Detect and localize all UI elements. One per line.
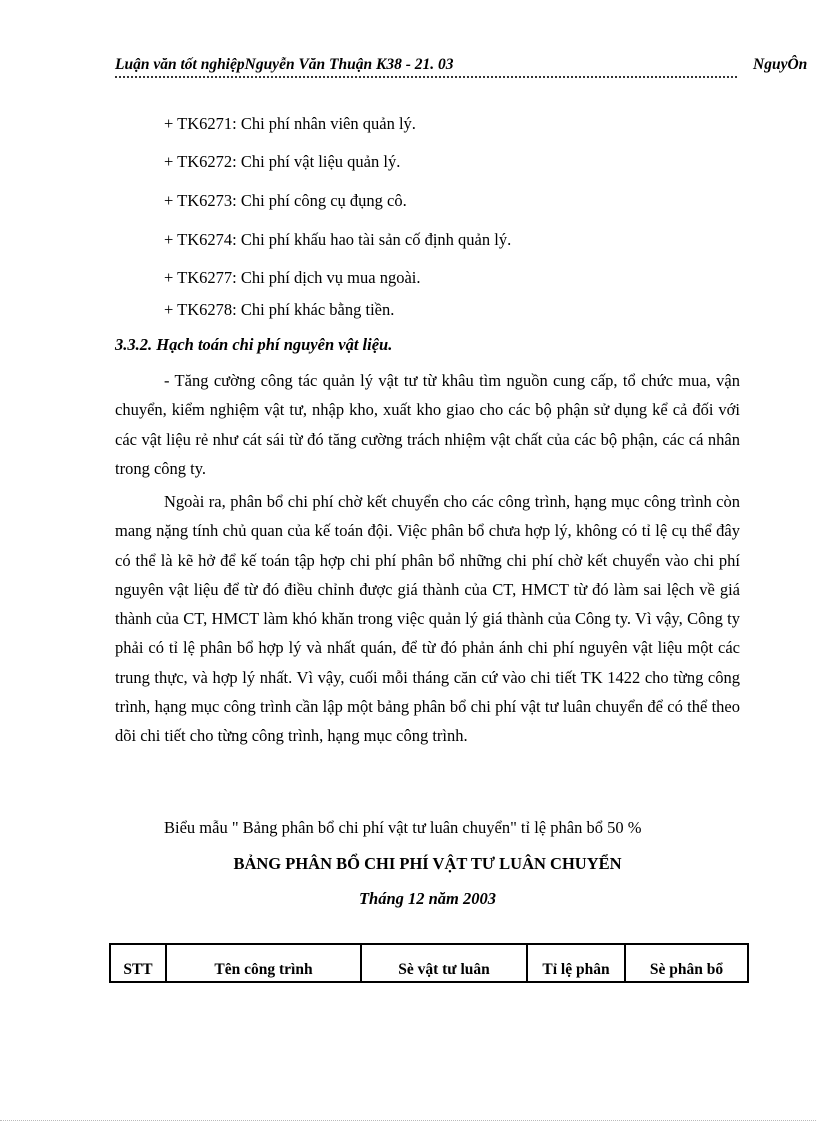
table-header-cell: Sè phân bổ (625, 944, 748, 982)
list-item: + TK6273: Chi phí công cụ đụng cô. (164, 191, 407, 210)
header-right-text: NguyÔn (753, 56, 808, 73)
list-item: + TK6278: Chi phí khác bằng tiền. (164, 300, 395, 319)
table-header-cell: Sè vật tư luân (361, 944, 527, 982)
bieu-mau-caption: Biểu mẫu " Bảng phân bổ chi phí vật tư luân chuyển" tỉ lệ phân bổ 50 % (164, 818, 642, 837)
table-header-cell: STT (110, 944, 166, 982)
allocation-table (109, 943, 749, 983)
header-divider (115, 76, 737, 78)
paragraph-1: - Tăng cường công tác quản lý vật tư từ khâu tìm nguồn cung cấp, tổ chức mua, vận chuyển, kiểm nghiệm vật tư, nhập kho, xuất kho giao cho các bộ phận sử dụng kể cả đối với các vật liệu rẻ như cát sái từ đó tăng cường trách nhiệm vật chất của các bộ phận, các cá nhân trong công ty. (115, 371, 740, 478)
table-subtitle: Tháng 12 năm 2003 (358, 889, 497, 908)
list-item: + TK6271: Chi phí nhân viên quản lý. (164, 114, 416, 133)
list-item: + TK6272: Chi phí vật liệu quản lý. (164, 152, 401, 171)
table-header-row (110, 944, 748, 982)
paragraph-2: Ngoài ra, phân bổ chi phí chờ kết chuyển cho các công trình, hạng mục công trình còn mang nặng tính chủ quan của kế toán đội. Việc phân bổ chưa hợp lý, không có tỉ lệ cụ thể đây có thể là kẽ hở để kế toán tập hợp chi phí phân bổ những chi phí chờ kết chuyển vào chi phí nguyên vật liệu để từ đó điều chỉnh được giá thành của CT, HMCT từ đó làm sai lệch về giá thành của CT, HMCT làm khó khăn trong việc quản lý giá thành của Công ty. Vì vậy, Công ty phải có tỉ lệ phân bổ hợp lý và nhất quán, để từ đó phản ánh chi phí nguyên vật liệu một các trung thực, và hợp lý nhất. Vì vậy, cuối mỗi tháng căn cứ vào chi tiết TK 1422 cho từng công trình, hạng mục công trình cần lập một bảng phân bổ chi phí vật tư luân chuyển để có thể theo dõi chi tiết cho từng công trình, hạng mục công trình. (115, 492, 740, 746)
list-item: + TK6277: Chi phí dịch vụ mua ngoài. (164, 268, 421, 287)
header-left-text: Luận văn tốt nghiệpNguyễn Văn Thuận K38 - 21. 03 (115, 56, 454, 73)
table-header-cell: Tỉ lệ phân (527, 944, 625, 982)
list-item: + TK6274: Chi phí khấu hao tài sản cố định quản lý. (164, 230, 512, 249)
footer-divider (0, 1120, 816, 1121)
table-header-cell: Tên công trình (166, 944, 361, 982)
page-header (115, 56, 816, 76)
table-title: BẢNG PHÂN BỔ CHI PHÍ VẬT TƯ LUÂN CHUYỂN (233, 854, 622, 873)
section-heading: 3.3.2. Hạch toán chi phí nguyên vật liệu. (115, 335, 393, 354)
